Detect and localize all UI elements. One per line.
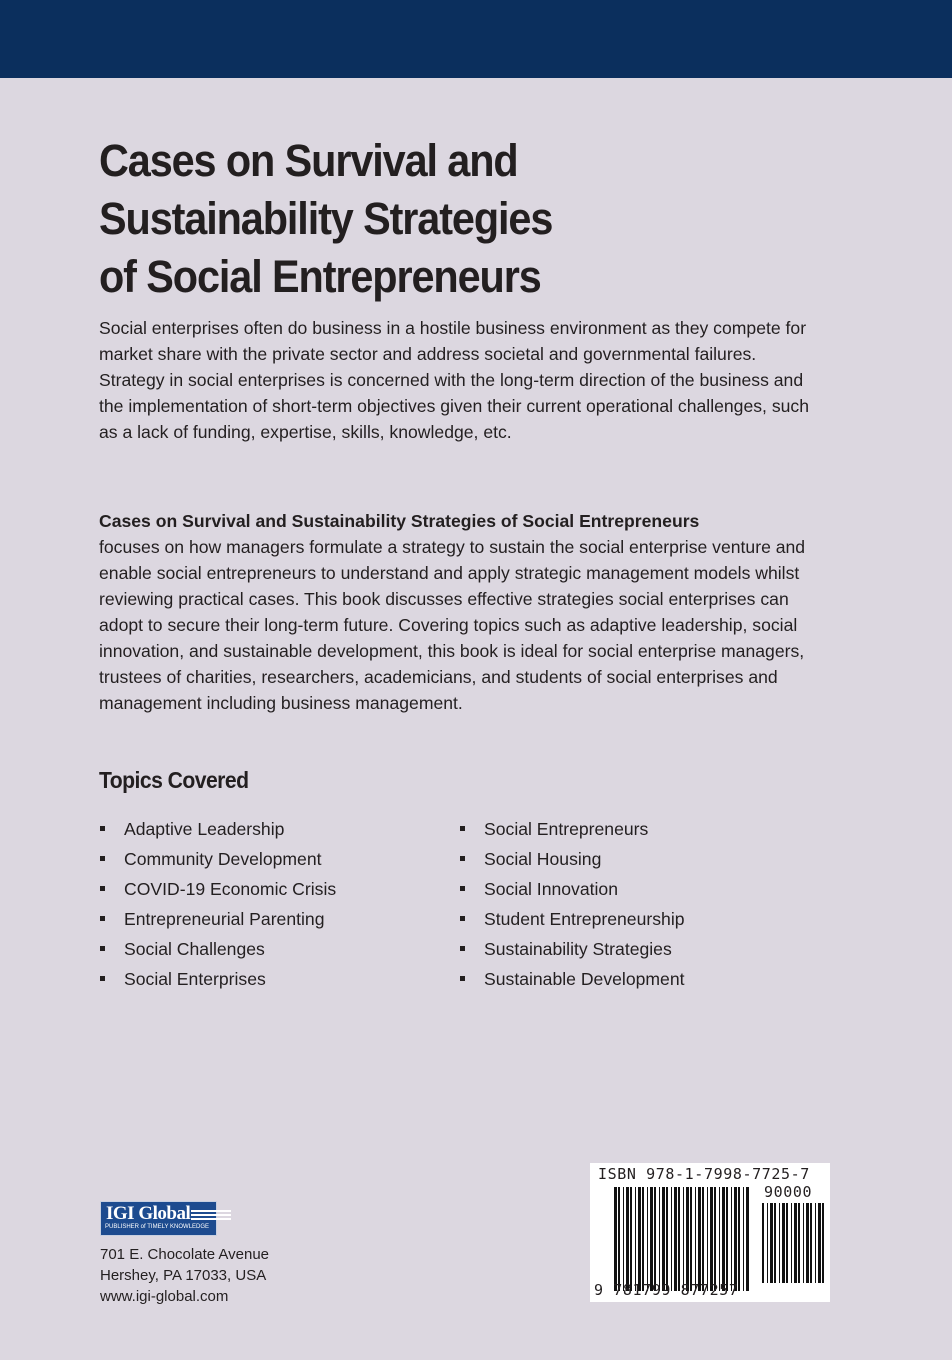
barcode-bar: [650, 1187, 653, 1291]
topic-item: Community Development: [99, 846, 336, 876]
topic-item: Sustainable Development: [459, 966, 685, 996]
barcode-bar: [662, 1187, 665, 1291]
barcode-bar: [734, 1187, 737, 1291]
title-line: Cases on Survival and: [99, 135, 518, 186]
barcode-bar: [707, 1187, 708, 1291]
logo-lines-icon: [191, 1210, 231, 1222]
topic-item: Social Innovation: [459, 876, 685, 906]
barcode-bar: [782, 1203, 785, 1283]
barcode-bar: [779, 1203, 780, 1283]
barcode-bar: [623, 1187, 624, 1291]
barcode-bar: [654, 1187, 656, 1291]
barcode-bar: [770, 1203, 773, 1283]
logo-name: IGI Global: [106, 1203, 191, 1224]
barcode-bar: [714, 1187, 716, 1291]
barcode-bar: [803, 1203, 804, 1283]
barcode-bar: [674, 1187, 677, 1291]
barcode-bar: [626, 1187, 629, 1291]
barcode-bar: [719, 1187, 720, 1291]
topic-item: Social Challenges: [99, 936, 336, 966]
barcode-bar: [618, 1187, 620, 1291]
barcode-bar: [659, 1187, 660, 1291]
topics-list-right: [459, 816, 685, 996]
barcode-bar: [690, 1187, 692, 1291]
topic-item: COVID-19 Economic Crisis: [99, 876, 336, 906]
barcode-bar: [786, 1203, 788, 1283]
publisher-address: [100, 1244, 269, 1307]
barcode-bar: [815, 1203, 816, 1283]
topic-item: Adaptive Leadership: [99, 816, 336, 846]
barcode-bar: [731, 1187, 732, 1291]
address-line: Hershey, PA 17033, USA: [100, 1267, 267, 1284]
topics-heading: Topics Covered: [99, 767, 249, 793]
topic-item: Social Entrepreneurs: [459, 816, 685, 846]
topics-list-left: [99, 816, 336, 996]
barcode-bar: [726, 1187, 728, 1291]
barcode-bar: [722, 1187, 725, 1291]
logo-tagline: PUBLISHER of TIMELY KNOWLEDGE: [105, 1224, 210, 1230]
addon-number: 90000: [764, 1183, 813, 1201]
topic-item: Social Enterprises: [99, 966, 336, 996]
barcode-bar: [678, 1187, 680, 1291]
title-line: of Social Entrepreneurs: [99, 251, 541, 302]
barcode-bar: [767, 1203, 768, 1283]
barcode-bar: [806, 1203, 809, 1283]
barcode-bar: [738, 1187, 740, 1291]
topic-item: Entrepreneurial Parenting: [99, 906, 336, 936]
barcode-bar: [695, 1187, 696, 1291]
barcode-bar: [710, 1187, 713, 1291]
barcode-bar: [683, 1187, 684, 1291]
barcode-bar: [762, 1203, 764, 1283]
isbn-barcode: [590, 1163, 830, 1302]
barcode-bar: [698, 1187, 701, 1291]
book-title-inline: Cases on Survival and Sustainability Strategies of Social Entrepreneurs: [99, 511, 700, 531]
address-line: 701 E. Chocolate Avenue: [100, 1246, 270, 1263]
paragraph-2-text: focuses on how managers formulate a strategy to sustain the social enterprise venture and enable social entrepreneurs to understand and apply strategic management models whilst reviewing practical cases. This book discusses effective strategies social enterprises can adopt to secure their long-term future. Covering topics such as adaptive leadership, social innovation, and sustainable development, this book is ideal for social enterprise managers, trustees of charities, researchers, academicians, and students of social enterprises and management including business management.: [99, 537, 806, 713]
barcode-bar: [810, 1203, 812, 1283]
igi-global-logo: [100, 1201, 217, 1236]
barcode-bar: [642, 1187, 644, 1291]
barcode-bar: [791, 1203, 792, 1283]
barcode-bar: [774, 1203, 776, 1283]
barcode-bar: [686, 1187, 689, 1291]
topic-item: Sustainability Strategies: [459, 936, 685, 966]
book-title: [99, 132, 669, 306]
barcode-bar: [630, 1187, 632, 1291]
barcode-bar: [666, 1187, 668, 1291]
title-line: Sustainability Strategies: [99, 193, 553, 244]
barcode-bar: [746, 1187, 749, 1291]
barcode-bar: [798, 1203, 800, 1283]
description-paragraph-2: [99, 508, 819, 716]
barcode-bar: [822, 1203, 824, 1283]
ean-number: 9 781799 877257: [594, 1281, 739, 1299]
description-paragraph-1: Social enterprises often do business in a hostile business environment as they compete for market share with the private sector and address societal and governmental failures. Strategy in social enterprises is concerned with the long-term direction of the business and the implementation of short-term objectives given their current operational challenges, such as a lack of funding, expertise, skills, knowledge, etc.: [99, 318, 809, 442]
publisher-website: www.igi-global.com: [100, 1288, 229, 1305]
barcode-bar: [671, 1187, 672, 1291]
top-color-band: [0, 0, 952, 78]
barcode-bar: [794, 1203, 797, 1283]
topic-item: Social Housing: [459, 846, 685, 876]
barcode-bar: [702, 1187, 704, 1291]
isbn-text: ISBN 978-1-7998-7725-7: [598, 1165, 810, 1183]
barcode-bar: [743, 1187, 744, 1291]
barcode-bar: [818, 1203, 821, 1283]
topic-item: Student Entrepreneurship: [459, 906, 685, 936]
barcode-bar: [635, 1187, 636, 1291]
barcode-bar: [614, 1187, 617, 1291]
barcode-bar: [638, 1187, 641, 1291]
barcode-bar: [647, 1187, 648, 1291]
